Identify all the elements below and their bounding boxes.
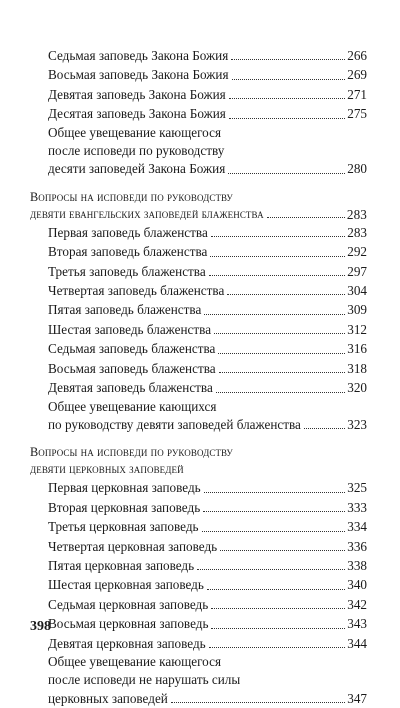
dot-leader — [171, 702, 345, 703]
toc-entry — [30, 498, 367, 517]
toc-entry-page: 336 — [347, 538, 367, 554]
toc-entry — [30, 242, 367, 261]
toc-entry — [30, 478, 367, 497]
toc-entry — [30, 104, 367, 123]
toc-entry-page: 325 — [347, 480, 367, 496]
toc-section-heading — [30, 444, 367, 478]
toc-entry — [30, 281, 367, 300]
dot-leader — [229, 118, 345, 119]
toc-entry — [30, 223, 367, 242]
toc-entry — [30, 595, 367, 614]
toc-entry-title: Четвертая церковная заповедь — [48, 538, 218, 554]
toc-entry-page: 333 — [347, 499, 367, 515]
dot-leader — [216, 392, 345, 393]
section-heading-line: девяти церковных заповедей — [30, 462, 184, 477]
dot-leader — [304, 428, 345, 429]
toc-entry-page: 309 — [347, 302, 367, 318]
toc-entry-title: Вторая заповедь блаженства — [48, 244, 208, 260]
toc-entry-page: 271 — [347, 86, 367, 102]
dot-leader — [203, 511, 345, 512]
toc-entry-title: Девятая церковная заповедь — [48, 635, 206, 651]
toc-entry-page: 275 — [347, 106, 367, 122]
toc-entry-title: Первая церковная заповедь — [48, 480, 201, 496]
dot-leader — [267, 217, 345, 218]
toc-entry-title: Восьмая заповедь блаженства — [48, 360, 216, 376]
toc-entry-title: Седьмая церковная заповедь — [48, 596, 209, 612]
toc-entry-page: 280 — [347, 161, 367, 177]
dot-leader — [229, 98, 345, 99]
toc-entry-title: Девятая заповедь Закона Божия — [48, 86, 226, 102]
toc-entry — [30, 537, 367, 556]
toc-entry-page: 344 — [347, 635, 367, 651]
dot-leader — [204, 492, 346, 493]
dot-leader — [231, 59, 345, 60]
toc-entry — [30, 575, 367, 594]
toc-entry-page: 323 — [347, 416, 367, 432]
toc-entry — [30, 320, 367, 339]
dot-leader — [211, 608, 345, 609]
toc-entry-title: Третья заповедь блаженства — [48, 263, 206, 279]
toc-entry-page: 320 — [347, 380, 367, 396]
dot-leader — [202, 531, 346, 532]
toc-entry-title: Шестая заповедь блаженства — [48, 321, 212, 337]
toc-entry-title: Седьмая заповедь блаженства — [48, 341, 216, 357]
toc-entry — [30, 556, 367, 575]
dot-leader — [207, 589, 345, 590]
toc-summary-line: церковных заповедей — [48, 690, 168, 706]
toc-entry — [30, 634, 367, 653]
toc-entry-title: Восьмая церковная заповедь — [48, 616, 209, 632]
toc-entry-page: 318 — [347, 360, 367, 376]
toc-entry-page: 347 — [347, 690, 367, 706]
toc-entry — [30, 262, 367, 281]
toc-summary-entry — [30, 398, 367, 435]
dot-leader — [220, 550, 345, 551]
dot-leader — [232, 79, 346, 80]
toc-entry-page: 266 — [347, 48, 367, 63]
toc-entry-title: Пятая заповедь блаженства — [48, 302, 202, 318]
dot-leader — [219, 372, 346, 373]
toc-entry-page: 343 — [347, 616, 367, 632]
toc-entry-title: Вторая церковная заповедь — [48, 499, 201, 515]
toc-entry-page: 297 — [347, 263, 367, 279]
page-number: 398 — [30, 619, 51, 634]
toc-entry-title: Шестая церковная заповедь — [48, 577, 204, 593]
dot-leader — [197, 569, 345, 570]
toc-entry-title: Третья церковная заповедь — [48, 519, 199, 535]
toc-entry — [30, 65, 367, 84]
dot-leader — [211, 628, 345, 629]
toc-entry-page: 342 — [347, 596, 367, 612]
toc-entry-page: 338 — [347, 557, 367, 573]
dot-leader — [209, 647, 346, 648]
toc-summary-entry — [30, 653, 367, 708]
toc-entry-page: 316 — [347, 341, 367, 357]
toc-summary-line: после исповеди по руководству — [48, 143, 225, 159]
toc-summary-line: после исповеди не нарушать силы — [48, 672, 241, 688]
toc-entry-page: 283 — [346, 206, 367, 222]
section-heading-line: девяти евангельских заповедей блаженства — [30, 206, 264, 221]
toc-entry-page: 269 — [347, 67, 367, 83]
dot-leader — [227, 294, 345, 295]
toc-entry — [30, 517, 367, 536]
toc-entry — [30, 359, 367, 378]
dot-leader — [228, 173, 345, 174]
toc-entry — [30, 46, 367, 65]
toc-entry — [30, 339, 367, 358]
toc-entry-page: 334 — [347, 519, 367, 535]
toc-entry-title: Седьмая заповедь Закона Божия — [48, 48, 229, 63]
toc-summary-entry — [30, 124, 367, 179]
toc-summary-line: десяти заповедей Закона Божия — [48, 161, 226, 177]
toc-entry-title: Десятая заповедь Закона Божия — [48, 106, 226, 122]
toc-entry-page: 304 — [347, 283, 367, 299]
dot-leader — [214, 333, 345, 334]
toc-entry-title: Пятая церковная заповедь — [48, 557, 195, 573]
toc-entry — [30, 378, 367, 397]
toc-entry — [30, 300, 367, 319]
toc-summary-line: по руководству девяти заповедей блаженства — [48, 416, 301, 432]
toc-entry-page: 283 — [347, 224, 367, 240]
section-heading-line: Вопросы на исповеди по руководству — [30, 445, 233, 460]
toc-entry-page: 312 — [347, 321, 367, 337]
toc-entry-page: 340 — [347, 577, 367, 593]
toc-entry-title: Четвертая заповедь блаженства — [48, 283, 225, 299]
dot-leader — [211, 236, 345, 237]
dot-leader — [218, 353, 345, 354]
toc-entry-title: Первая заповедь блаженства — [48, 224, 208, 240]
toc-entry-title: Восьмая заповедь Закона Божия — [48, 67, 229, 83]
toc-section-heading — [30, 189, 367, 223]
toc-summary-line: Общее увещевание кающегося — [48, 124, 222, 140]
dot-leader — [209, 275, 346, 276]
dot-leader — [204, 314, 345, 315]
toc-summary-line: Общее увещевание кающихся — [48, 398, 217, 414]
table-of-contents — [30, 46, 367, 708]
toc-summary-line: Общее увещевание кающегося — [48, 653, 222, 669]
toc-entry — [30, 614, 367, 633]
toc-entry-page: 292 — [347, 244, 367, 260]
dot-leader — [210, 256, 345, 257]
toc-entry-title: Девятая заповедь блаженства — [48, 380, 213, 396]
section-heading-line: Вопросы на исповеди по руководству — [30, 189, 233, 204]
toc-entry — [30, 85, 367, 104]
